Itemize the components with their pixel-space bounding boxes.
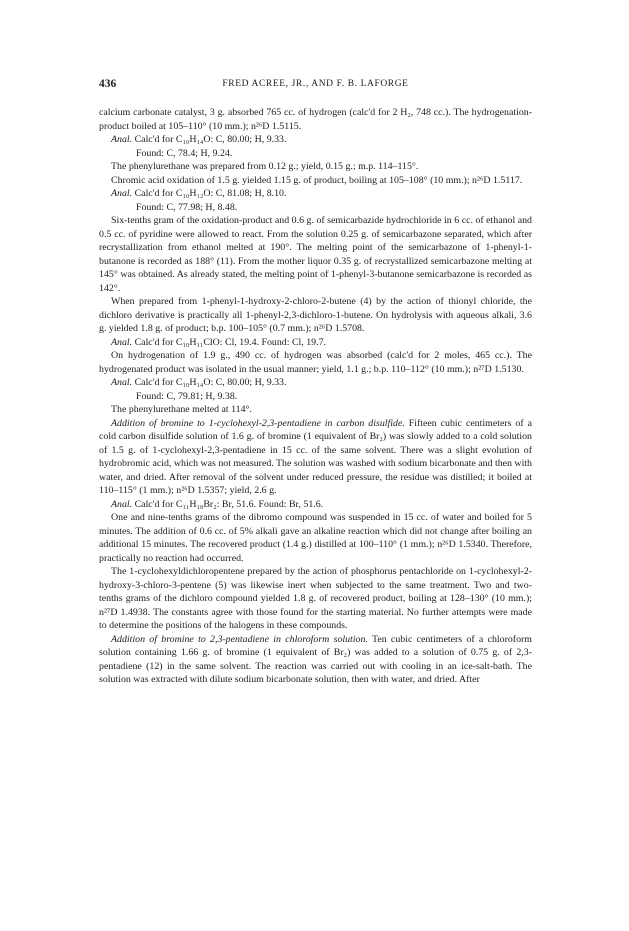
paragraph (99, 214, 532, 295)
italic-text: Anal. (111, 336, 133, 348)
page-header (99, 78, 532, 92)
page-number: 436 (99, 78, 117, 90)
text-run: Calc'd for C₁₀H₁₄O: C, 80.00; H, 9.33. (132, 377, 287, 388)
text-run: Fifteen cubic centimeters of a cold carbon disulfide solution of 1.6 g. of bromine (1 equivalent of Br₂) was slowly added to a cold solution of 1.5 g. of 1-cyclohexyl-2,3-pentadiene in 15 cc. of the same solvent. There was a slight evolution of hydrobromic acid, which was not measured. The solution was washed with sodium bicarbonate and then with water, and dried. After removal of the solvent under reduced pressure, the residue was distilled; it boiled at 110–115° (1 mm.); n²⁶D 1.5357; yield, 2.6 g. (99, 417, 532, 496)
body-text (99, 106, 532, 687)
italic-text: Anal. (111, 134, 133, 145)
paragraph (99, 201, 532, 215)
text-run: Calc'd for C₁₀H₁₄O: C, 80.00; H, 9.33. (132, 134, 287, 145)
paragraph (99, 133, 532, 147)
text-run: Calc'd for C₁₀H₁₁ClO: Cl, 19.4. Found: Cl, 19.7. (132, 336, 326, 348)
text-run: calcium carbonate catalyst, 3 g. absorbed 765 cc. of hydrogen (calc'd for 2 H₂, 748 cc.). The hydrogenation-product boiled at 105–110° (10 mm.); n²⁶D 1.5115. (99, 107, 532, 132)
text-run: Found: C, 79.81; H, 9.38. (136, 390, 238, 402)
paragraph (99, 390, 532, 404)
italic-text: Addition of bromine to 2,3-pentadiene in chloroform solution. (111, 633, 368, 645)
italic-text: Anal. (111, 498, 133, 510)
italic-text: Addition of bromine to 1-cyclohexyl-2,3-pentadiene in carbon disulfide. (111, 417, 405, 429)
text-run: Calc'd for C₁₁H₁₈Br₂: Br, 51.6. Found: Br, 51.6. (132, 498, 324, 510)
text-run: Chromic acid oxidation of 1.5 g. yielded 1.15 g. of product, boiling at 105–108° (10 mm.); n²⁶D 1.5117. (111, 174, 523, 186)
text-run: The phenylurethane was prepared from 0.12 g.; yield, 0.15 g.; m.p. 114–115°. (111, 161, 419, 172)
paragraph (99, 417, 532, 498)
paragraph (99, 106, 532, 133)
paragraph (99, 498, 532, 512)
paragraph (99, 349, 532, 376)
text-run: Found: C, 78.4; H, 9.24. (136, 147, 233, 159)
italic-text: Anal. (111, 377, 133, 388)
text-run: Found: C, 77.98; H, 8.48. (136, 201, 238, 213)
text-run: When prepared from 1-phenyl-1-hydroxy-2-chloro-2-butene (4) by the action of thionyl chloride, the dichloro derivative is practically all 1-phenyl-2,3-dichloro-1-butene. On hydrolysis with aqueous alkali, 3.6 g. yielded 1.8 g. of product; b.p. 100–105° (0.7 mm.); n²⁶D 1.5708. (99, 296, 532, 334)
paragraph (99, 633, 532, 687)
paragraph (99, 160, 532, 174)
paragraph (99, 403, 532, 417)
text-run: Ten cubic centimeters of a chloroform solution containing 1.66 g. of bromine (1 equivalent of Br₂) was added to a solution of 0.75 g. of 2,3-pentadiene (12) in the same solvent. The reaction was carried out with cooling in an ice-salt-bath. The solution was extracted with dilute sodium bicarbonate solution, then with water, and dried. After (99, 633, 532, 685)
running-head: FRED ACREE, JR., AND F. B. LAFORGE (222, 79, 409, 89)
paragraph (99, 147, 532, 161)
text-run: On hydrogenation of 1.9 g., 490 cc. of hydrogen was absorbed (calc'd for 2 moles, 465 cc.). The hydrogenated product was isolated in the usual manner; yield, 1.1 g.; b.p. 110–112° (10 mm.); n²⁷D 1.5130. (99, 350, 532, 375)
paragraph (99, 187, 532, 201)
text-run: One and nine-tenths grams of the dibromo compound was suspended in 15 cc. of water and boiled for 5 minutes. The addition of 0.6 cc. of 5% alkali gave an alkaline reaction which did not change after boiling an additional 15 minutes. The recovered product (1.4 g.) distilled at 100–110° (1 mm.); n²⁶D 1.5340. Therefore, practically no reaction had occurred. (99, 512, 532, 564)
paragraph (99, 511, 532, 565)
paragraph (99, 295, 532, 336)
text-run: The 1-cyclohexyldichloropentene prepared by the action of phosphorus pentachloride on 1-cyclohexyl-2-hydroxy-3-chloro-3-pentene (5) was likewise inert when subjected to the same treatment. Two and two-tenths grams of the dichloro compound yielded 1.8 g. of recovered product, boiling at 128–130° (10 mm.); n²⁷D 1.4938. The constants agree with those found for the starting material. No further attempts were made to determine the positions of the halogens in these compounds. (99, 566, 532, 631)
italic-text: Anal. (111, 188, 133, 199)
text-run: Six-tenths gram of the oxidation-product and 0.6 g. of semicarbazide hydrochloride in 6 cc. of ethanol and 0.5 cc. of pyridine were allowed to react. From the solution 0.25 g. of semicarbazone separated, which after recrystallization from ethanol melted at 190°. The melting point of the semicarbazone of 1-phenyl-1-butanone is recorded as 188° (11). From the mother liquor 0.35 g. of recrystallized semicarbazone melting at 145° was obtained. As already stated, the melting point of 1-phenyl-3-butanone semicarbazone is recorded as 142°. (99, 215, 532, 294)
text-run: Calc'd for C₁₀H₁₂O: C, 81.08; H, 8.10. (132, 188, 287, 199)
text-run: The phenylurethane melted at 114°. (111, 404, 252, 415)
paragraph (99, 336, 532, 350)
paragraph (99, 565, 532, 633)
paragraph (99, 376, 532, 390)
paragraph (99, 174, 532, 188)
